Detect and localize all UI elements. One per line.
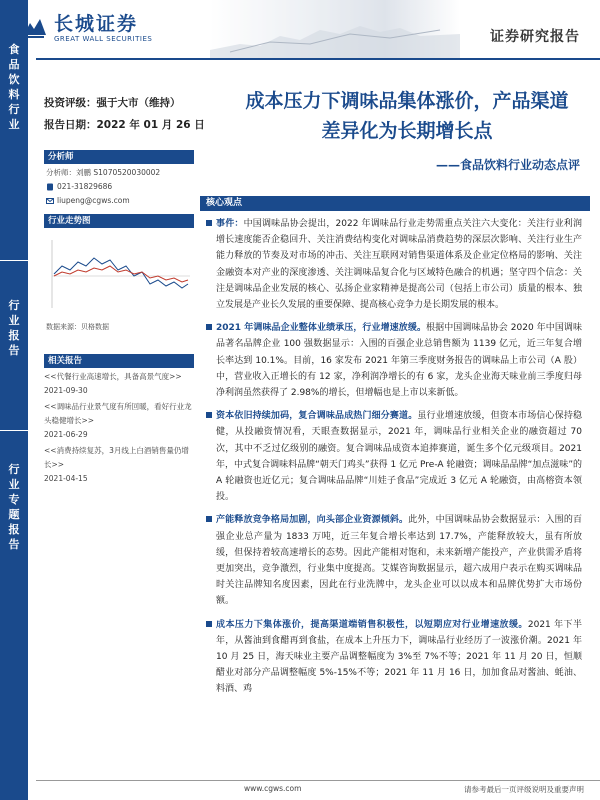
core-views-body <box>206 216 582 705</box>
paragraph-lead: 资本依旧持续加码，复合调味品成热门细分赛道。 <box>216 411 418 422</box>
paragraph-body: 此外，中国调味品协会数据显示：入围的百强企业总产量为 1833 万吨，近三年复合增长率达到 17.7%，产能释放较大，虽有所放缓，但保持着较高速增长的态势。因此产能相对饱和，未来新增产能投产，产业供需矛盾将更加突出，竞争激烈，行业集中度提高。艾媒咨询数据显示，超六成用户表示在购买调味品时关注品牌知名度因素，因此在行业洗牌中，龙头企业可以以成本和品牌优势扩大市场份额。 <box>216 515 582 607</box>
related-report-date: 2021-04-15 <box>44 474 88 483</box>
related-reports-header: 相关报告 <box>44 354 194 368</box>
paragraph-body: 虽行业增速放缓，但资本市场信心保持稳健，从投融资情况看，天眼查数据显示，2021 年，调味品行业相关企业的融资超过 70 次，其中不乏过亿级别的融资。复合调味品成资本追捧赛道，诞生多个亿元级项目。2021 年，中式复合调味料品牌“朝天门鸡头”获得 1 亿元 Pre-A 轮融资；调味品品牌“加点滋味”的 A 轮融资也近亿元；复合调味品品牌“川娃子食品”完成近 3 亿元 A 轮融资，由高榕资本领投。 <box>216 411 582 503</box>
report-category-label: 行业报告 <box>8 299 20 357</box>
related-report-date: 2021-09-30 <box>44 386 88 395</box>
trend-chart-svg <box>44 236 194 316</box>
core-view-paragraph <box>206 512 582 609</box>
phone-icon <box>46 183 54 191</box>
report-subtitle: ——食品饮料行业动态点评 <box>435 158 580 172</box>
paragraph-body: 根据中国调味品协会 2020 年中国调味品著名品牌企业 100 强数据显示：入围的百强企业总销售额为 1139 亿元，近三年复合增长率达到 10.1%。目前，16 家发布 2021 年第三季度财务报告的调味品上市公司（A 股）中，营业收入正增长的有 12 家，净利润净增长的有 6 家，龙头企业海天味业前三季度归母净利润虽然获得了 2.98%的增长，但增幅也是上市以来新低。 <box>216 323 582 399</box>
core-view-paragraph <box>206 408 582 505</box>
report-title <box>222 86 592 146</box>
core-views-header: 核心观点 <box>200 196 590 211</box>
related-reports-list <box>44 370 194 488</box>
core-view-paragraph <box>206 617 582 698</box>
related-report-date: 2021-06-29 <box>44 430 88 439</box>
report-meta <box>44 92 205 136</box>
trend-chart-header: 行业走势图 <box>44 214 194 228</box>
footer-disclaimer: 请参考最后一页评级说明及重要声明 <box>464 785 584 794</box>
page-header <box>0 0 600 58</box>
industry-label: 食品饮料行业 <box>8 43 20 131</box>
paragraph-body: 2021 年下半年，从酱油到食醋再到食盐，在成本上升压力下，调味品行业经历了一波涨价潮。2021 年 10 月 25 日，海天味业主要产品调整幅度为 3%至 7%不等；2021 年 11 月 20 日，恒顺醋业对部分产品调整幅度 5%-15%不等；2021 年 11 月 16 日，加加食品对酱油、蚝油、料酒、鸡 <box>216 619 582 695</box>
related-report-item[interactable] <box>44 400 194 442</box>
core-view-paragraph <box>206 216 582 313</box>
analyst-email[interactable]: liupeng@cgws.com <box>57 196 130 205</box>
core-view-paragraph <box>206 320 582 401</box>
industry-trend-chart <box>44 236 194 316</box>
investment-rating: 投资评级：强于大市（维持） <box>44 97 181 109</box>
paragraph-lead: 事件： <box>216 219 244 229</box>
footer-website-link[interactable]: www.cgws.com <box>244 784 302 793</box>
report-date: 报告日期：2022 年 01 月 26 日 <box>44 119 205 131</box>
related-report-item[interactable] <box>44 370 194 398</box>
company-logo[interactable] <box>22 6 232 50</box>
square-bullet-icon <box>206 412 212 418</box>
paragraph-lead: 2021 年调味品企业整体业绩承压，行业增速放缓。 <box>216 323 427 334</box>
related-report-title[interactable]: <<代餐行业高速增长，具备高景气度>> <box>44 372 182 381</box>
analyst-section-header: 分析师 <box>44 150 194 164</box>
related-report-title[interactable]: <<调味品行业景气度有所回暖，看好行业龙头稳健增长>> <box>44 402 192 425</box>
logo-chinese-name: 长城证券 <box>54 13 139 35</box>
report-type-label: 证券研究报告 <box>490 29 580 45</box>
square-bullet-icon <box>206 621 212 627</box>
analyst-email-row <box>46 194 160 208</box>
title-line-2: 差异化为长期增长点 <box>321 120 493 142</box>
related-report-item[interactable] <box>44 444 194 486</box>
analyst-info <box>46 166 160 208</box>
paragraph-lead: 产能释放竞争格局加剧，向头部企业资源倾斜。 <box>216 515 409 526</box>
paragraph-body: 中国调味品协会提出，2022 年调味品行业走势需重点关注六大变化：关注行业利润增长速度能否企稳回升、关注消费结构变化对调味品消费趋势的深层次影响、关注行业生产能力释放的节奏及对市场的冲击、关注互联网对销售渠道体系及企业定位格局的影响、关注金融资本对产业的深度渗透、关注调味品复合化与区域特色融合的机遇；坚守四个信念：关注是调味品企业发展的核心、弘扬企业家精神是提高公司（包括上市公司）质量的根本、独立发展是产业长久发展的重要保障、提高核心竞争力是长期发展的根本。 <box>216 219 582 311</box>
square-bullet-icon <box>206 220 212 226</box>
left-category-bar <box>0 0 28 800</box>
leftbar-divider <box>0 260 28 261</box>
header-divider <box>36 58 600 60</box>
square-bullet-icon <box>206 324 212 330</box>
analyst-name: 分析师：刘鹏 S1070520030002 <box>46 168 161 177</box>
footer-divider <box>36 780 600 781</box>
analyst-phone: 021-31829686 <box>57 182 113 191</box>
great-wall-logo-icon <box>22 15 48 41</box>
report-subcategory-label: 行业专题报告 <box>8 463 20 551</box>
paragraph-lead: 成本压力下集体涨价，提高渠道端销售积极性，以短期应对行业增速放缓。 <box>216 619 528 630</box>
great-wall-silhouette-icon <box>210 0 460 58</box>
chart-source: 数据来源：贝格数据 <box>46 323 109 331</box>
title-line-1: 成本压力下调味品集体涨价，产品渠道 <box>245 90 569 112</box>
related-report-title[interactable]: <<消费持续复苏，3月线上白酒销售量仍增长>> <box>44 446 189 469</box>
square-bullet-icon <box>206 516 212 522</box>
analyst-phone-row <box>46 180 160 194</box>
logo-english-name: GREAT WALL SECURITIES <box>54 35 153 43</box>
industry-series-line <box>54 258 188 288</box>
leftbar-divider <box>0 430 28 431</box>
great-wall-banner <box>210 0 460 58</box>
email-icon <box>46 197 54 205</box>
